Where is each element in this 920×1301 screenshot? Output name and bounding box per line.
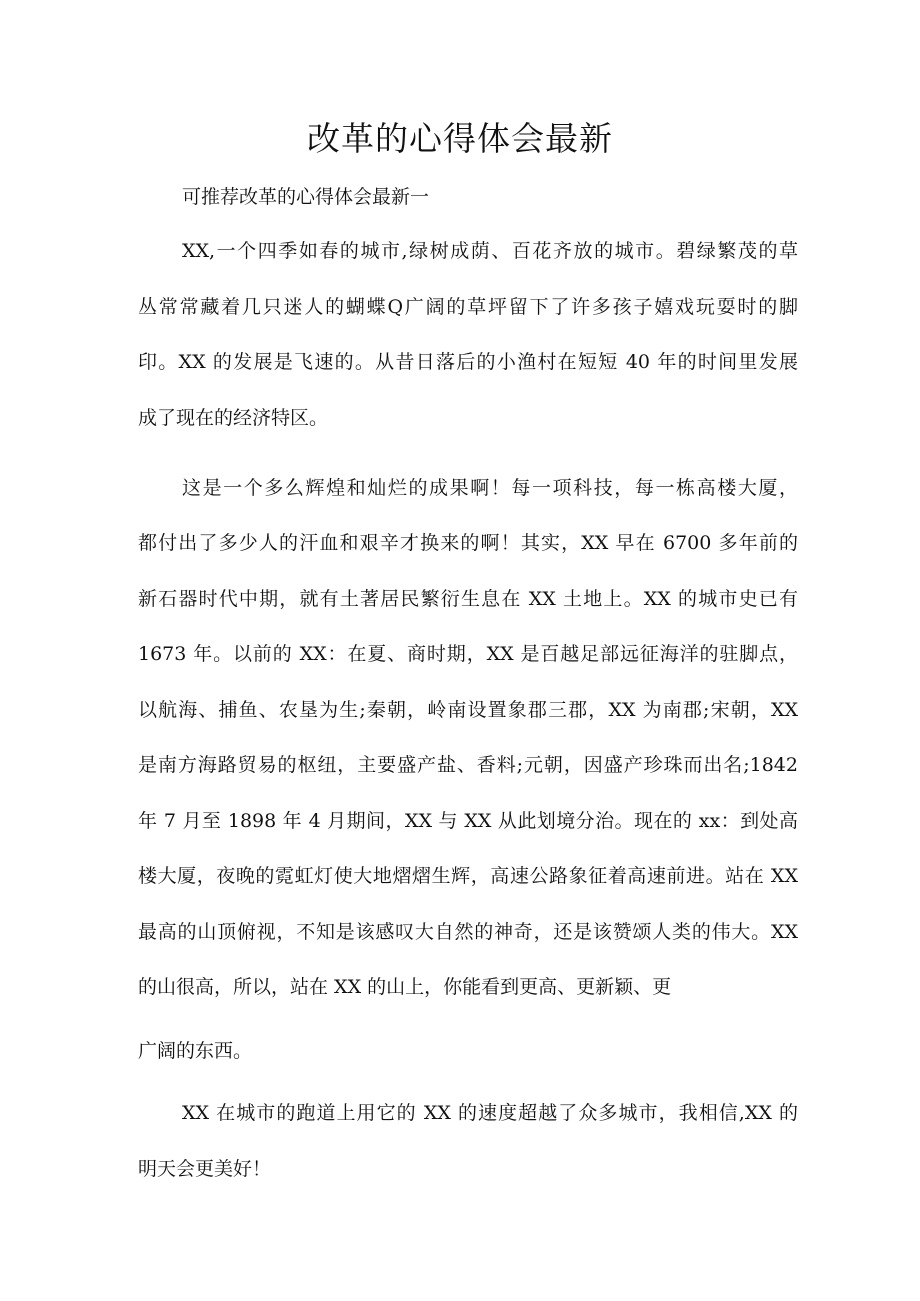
paragraph-2-line-6: 是南方海路贸易的枢纽，主要盛产盐、香料;元朝，因盛产珍珠而出名;1842 [138, 754, 798, 776]
paragraph-2-line-2: 都付出了多少人的汗血和艰辛才换来的啊！其实，XX 早在 6700 多年前的 [138, 532, 798, 554]
paragraph-1-line-2: 丛常常藏着几只迷人的蝴蝶Q广阔的草坪留下了许多孩子嬉戏玩耍时的脚 [138, 296, 798, 318]
paragraph-3-line-1: XX 在城市的跑道上用它的 XX 的速度超越了众多城市，我相信,XX 的 [182, 1102, 798, 1124]
paragraph-1-line-3: 印。XX 的发展是飞速的。从昔日落后的小渔村在短短 40 年的时间里发展 [138, 351, 798, 373]
paragraph-2-line-8: 楼大厦，夜晚的霓虹灯使大地熠熠生辉，高速公路象征着高速前进。站在 XX [138, 865, 798, 887]
paragraph-2-line-1: 这是一个多么辉煌和灿烂的成果啊！每一项科技，每一栋高楼大厦， [182, 477, 798, 499]
paragraph-2-line-4: 1673 年。以前的 XX：在夏、商时期，XX 是百越足部远征海洋的驻脚点， [138, 643, 798, 665]
paragraph-2-line-10: 的山很高，所以，站在 XX 的山上，你能看到更高、更新颖、更 [138, 976, 672, 998]
paragraph-1-line-4: 成了现在的经济特区。 [138, 407, 329, 429]
paragraph-3-line-2: 明天会更美好！ [138, 1158, 272, 1180]
paragraph-1-line-1: XX,一个四季如春的城市,绿树成荫、百花齐放的城市。碧绿繁茂的草 [182, 240, 798, 262]
page-title: 改革的心得体会最新 [307, 119, 613, 158]
document-subtitle: 可推荐改革的心得体会最新一 [182, 186, 430, 208]
paragraph-2-line-3: 新石器时代中期，就有土著居民繁衍生息在 XX 土地上。XX 的城市史已有 [138, 588, 798, 610]
paragraph-2-line-5: 以航海、捕鱼、农垦为生;秦朝，岭南设置象郡三郡，XX 为南郡;宋朝，XX [138, 699, 798, 721]
paragraph-2-line-7: 年 7 月至 1898 年 4 月期间，XX 与 XX 从此划境分治。现在的 xx：到处高 [138, 810, 798, 832]
paragraph-2-line-11: 广阔的东西。 [138, 1040, 253, 1062]
paragraph-2-line-9: 最高的山顶俯视，不知是该感叹大自然的神奇，还是该赞颂人类的伟大。XX [138, 921, 798, 943]
